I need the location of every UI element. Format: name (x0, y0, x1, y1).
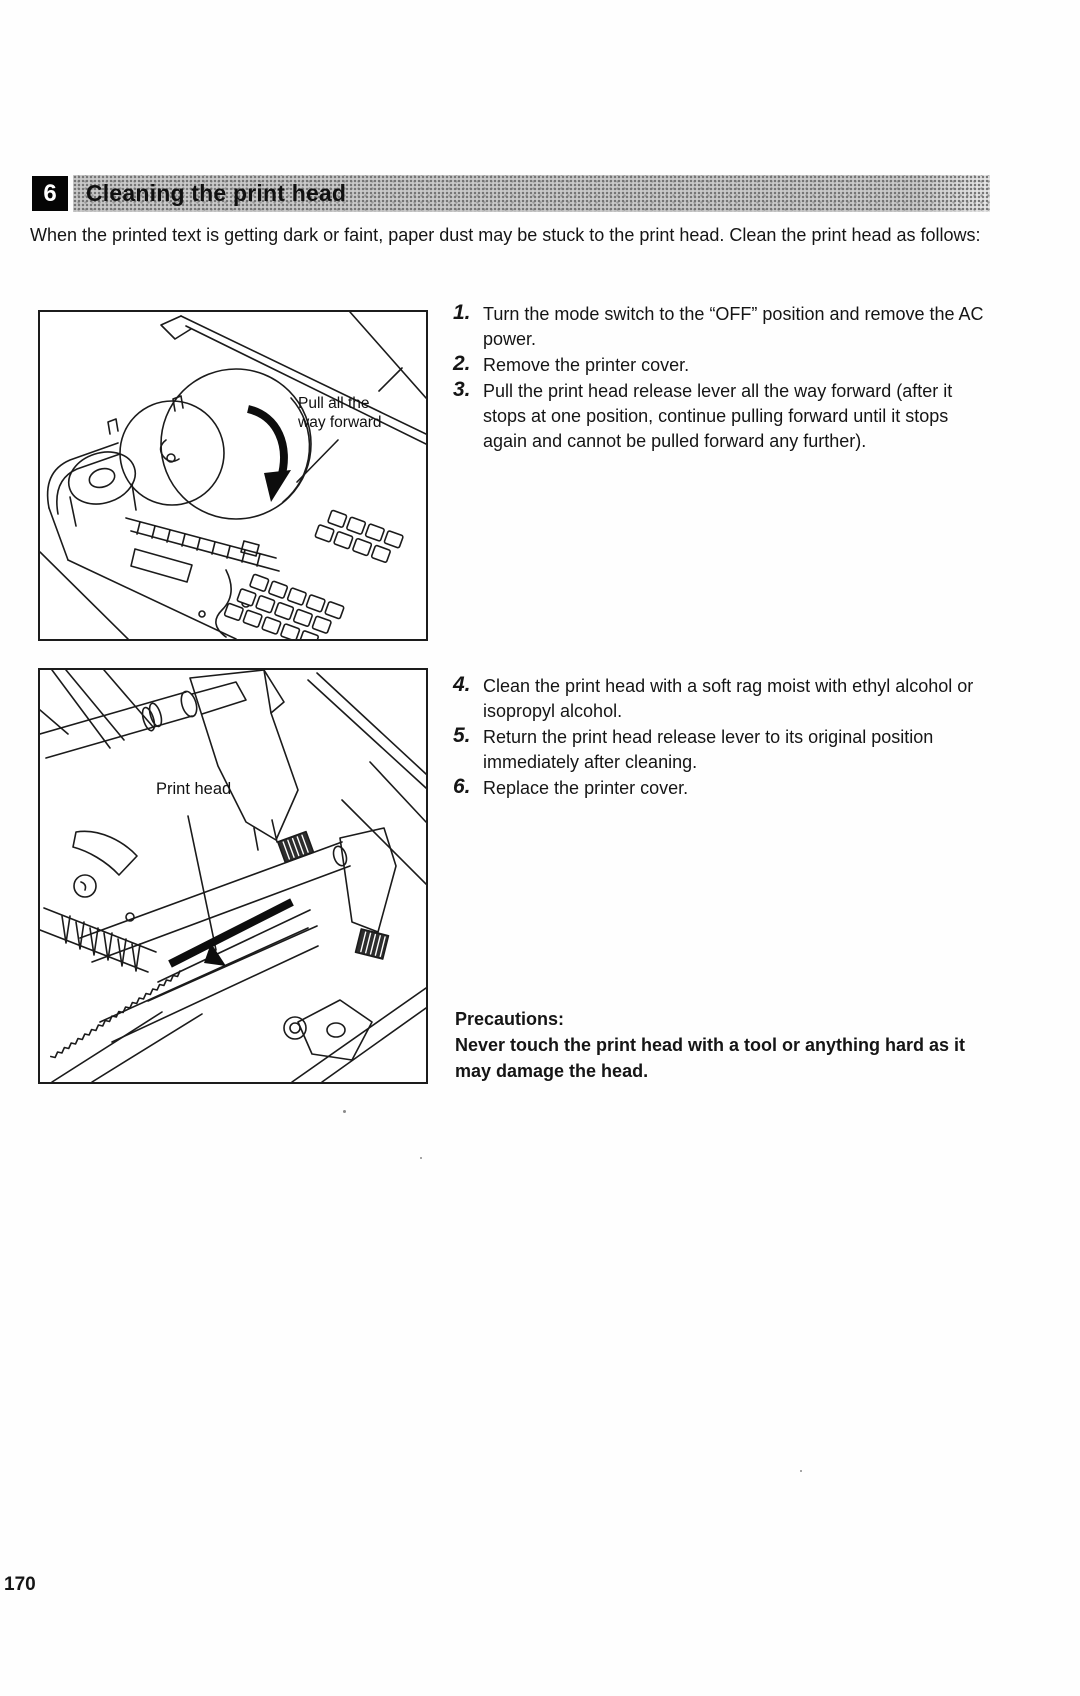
label-leader-line (188, 816, 216, 950)
scan-speck (343, 1110, 346, 1113)
step-4 (453, 674, 993, 724)
figure-print-head-illustration (38, 668, 428, 1084)
label-leader-line (297, 440, 338, 482)
step-2-text: Remove the printer cover. (483, 355, 690, 375)
paper-roll-large (161, 369, 311, 519)
release-lever (73, 831, 137, 897)
thumbwheel (356, 929, 389, 959)
section-title: Cleaning the print head (86, 180, 347, 206)
section-number-badge: 6 (32, 176, 68, 211)
paper-roll-left (62, 444, 142, 513)
step-5-text: Return the print head release lever to its original position immediately after cleaning. (483, 727, 934, 772)
step-2 (453, 353, 993, 378)
figure-1-label: Pull all the way forward (298, 395, 382, 431)
section-header-bar (73, 175, 990, 212)
figure-1-line-art (40, 312, 426, 639)
step-5 (453, 725, 993, 775)
step-1 (453, 302, 993, 352)
step-3-text: Pull the print head release lever all the way forward (after it stops at one position, continue pulling forward until it stops again and cannot be pulled forward any further). (483, 381, 953, 451)
print-head-strip (170, 902, 292, 964)
step-6-text: Replace the printer cover. (483, 778, 689, 798)
intro-paragraph: When the printed text is getting dark or faint, paper dust may be stuck to the print head. Clean the print head as follows: (30, 225, 981, 245)
step-6-number: 6. (453, 775, 471, 798)
precautions-block (455, 1006, 995, 1084)
keyboard-keys-upper (315, 508, 404, 566)
step-4-text: Clean the print head with a soft rag moist with ethyl alcohol or isopropyl alcohol. (483, 676, 974, 721)
figure-2-line-art (40, 670, 426, 1082)
instruction-steps-1-3 (453, 302, 993, 455)
scan-speck (420, 1157, 422, 1159)
print-mechanism-bar (126, 518, 279, 582)
instruction-steps-4-6 (453, 674, 993, 802)
platen-roller (40, 682, 246, 758)
printer-compartment-frame (40, 396, 236, 639)
figure-open-printer-illustration (38, 310, 428, 641)
pull-forward-arrowhead (264, 470, 291, 502)
precautions-heading: Precautions: (455, 1009, 565, 1029)
label-leader-line (379, 368, 402, 391)
page-number: 170 (4, 1574, 36, 1595)
step-3-number: 3. (453, 378, 471, 401)
step-3 (453, 379, 993, 454)
scan-speck (800, 1470, 802, 1472)
step-1-number: 1. (453, 301, 471, 324)
step-6 (453, 776, 993, 801)
step-1-text: Turn the mode switch to the “OFF” position and remove the AC power. (483, 304, 984, 349)
step-5-number: 5. (453, 724, 471, 747)
step-2-number: 2. (453, 352, 471, 375)
pull-forward-arrow (248, 409, 284, 478)
paper-roll-middle (120, 401, 224, 505)
guide-comb (40, 908, 156, 972)
knurled-roller (278, 832, 314, 863)
step-4-number: 4. (453, 673, 471, 696)
figure-2-label: Print head (156, 780, 232, 798)
precautions-body: Never touch the print head with a tool or anything hard as it may damage the head. (455, 1035, 966, 1081)
